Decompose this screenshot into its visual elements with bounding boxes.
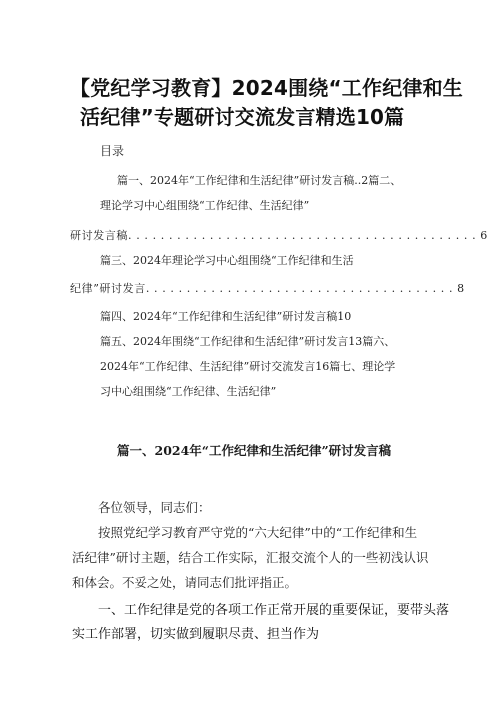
paragraph-line: 活纪律”研讨主题，结合工作实际，汇报交流个人的一些初浅认识 [72, 550, 429, 565]
heading-line: 一、工作纪律是党的各项工作正常开展的重要保证，要带头落 [98, 603, 450, 618]
toc-entry: 篇三、2024年理论学习中心组围绕“工作纪律和生活 [100, 254, 354, 267]
toc-entry: 2024年“工作纪律、生活纪律”研讨交流发言16篇七、理论学 [100, 360, 396, 373]
document-title-line-1: 【党纪学习教育】2024围绕“工作纪律和生 [70, 76, 464, 100]
document-title-line-2: 活纪律”专题研讨交流发言精选10篇 [80, 105, 405, 129]
toc-entry: 习中心组围绕“工作纪律、生活纪律” [100, 385, 277, 398]
section-title: 篇一、2024年“工作纪律和生活纪律”研讨发言稿 [117, 443, 392, 458]
toc-entry: 研讨发言稿. . . . . . . . . . . . . . . . . . . . . . . . . . . . . . . . . . . . . . . . . . . 6 [70, 229, 488, 242]
toc-entry: 篇一、2024年“工作纪律和生活纪律”研讨发言稿..2篇二、 [117, 174, 402, 187]
toc-entry: 理论学习中心组围绕“工作纪律、生活纪律” [100, 199, 310, 212]
paragraph-line: 和体会。不妥之处，请同志们批评指正。 [72, 575, 298, 590]
paragraph-line: 按照党纪学习教育严守党的“六大纪律”中的“工作纪律和生 [98, 525, 418, 540]
heading-line: 实工作部署，切实做到履职尽责、担当作为 [72, 627, 320, 642]
toc-label: 目录 [100, 144, 125, 158]
greeting: 各位领导，同志们： [98, 500, 211, 515]
toc-entry: 篇四、2024年“工作纪律和生活纪律”研讨发言稿10 [100, 310, 352, 323]
toc-entry: 纪律”研讨发言. . . . . . . . . . . . . . . . . . . . . . . . . . . . . . . . . . . . . . 8 [70, 282, 465, 295]
toc-entry: 篇五、2024年围绕“工作纪律和生活纪律”研讨发言13篇六、 [100, 335, 396, 348]
